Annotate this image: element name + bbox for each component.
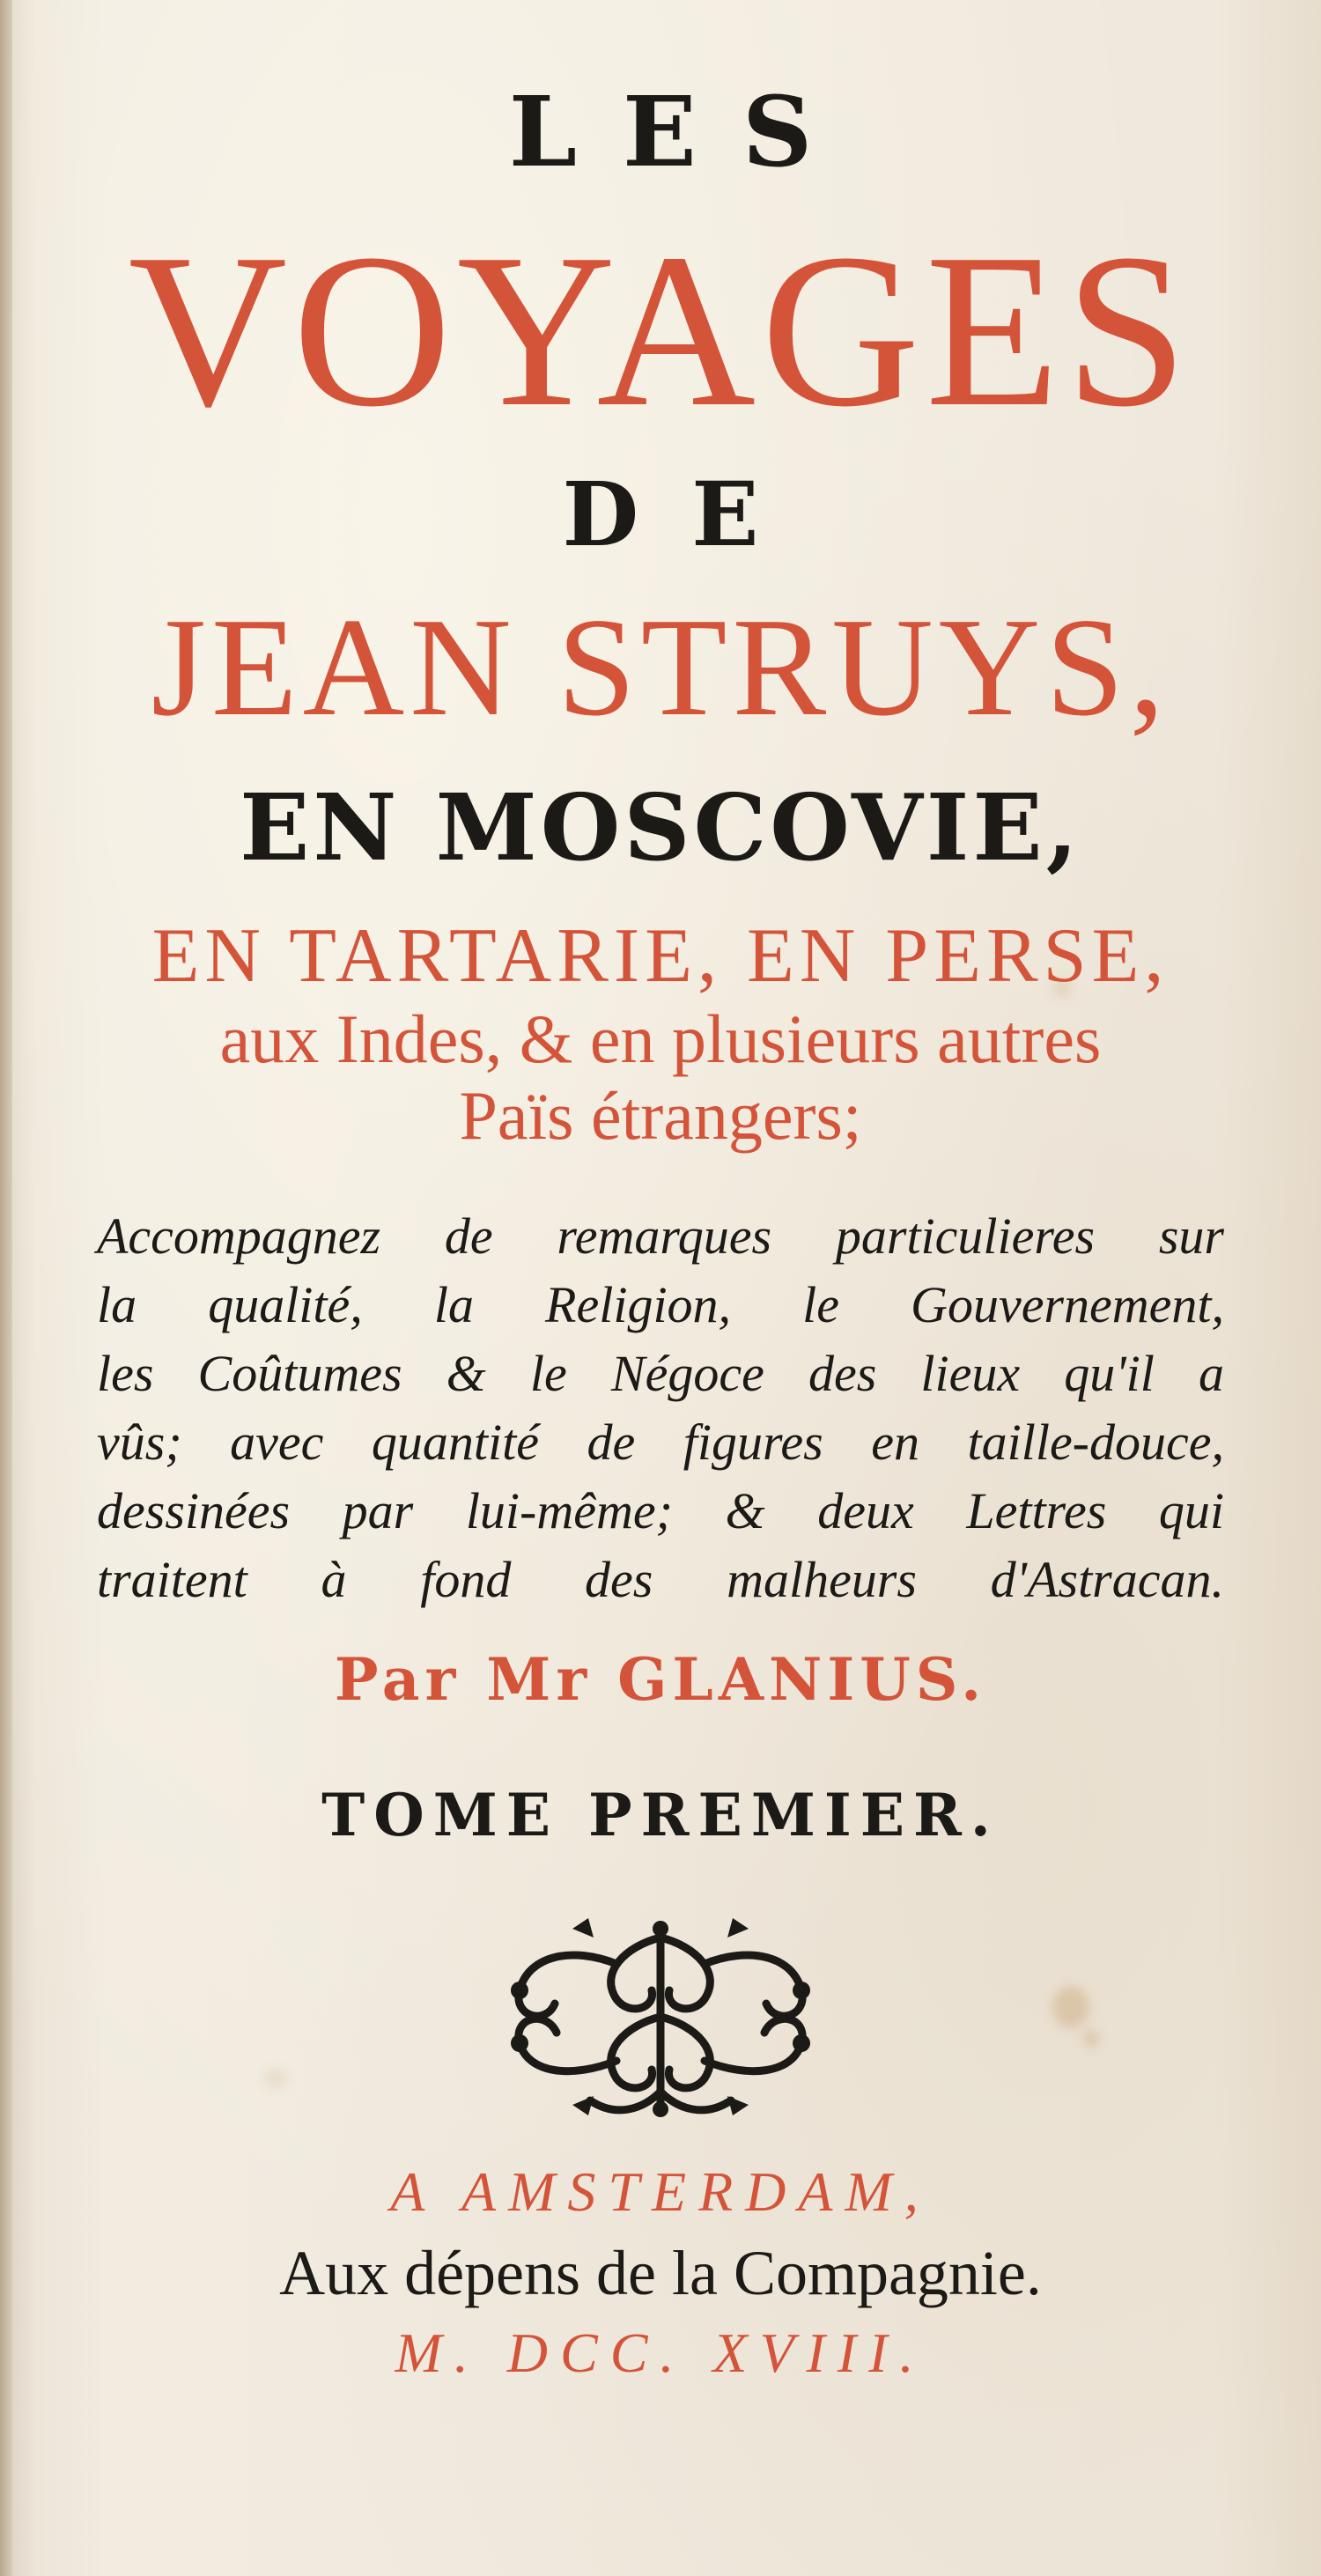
subtitle-indes: aux Indes, & en plusieurs autres [219, 1000, 1102, 1077]
foxing-stain [264, 2070, 287, 2087]
description-line: dessinées par lui-même; & deux Lettres qui [97, 1482, 1224, 1539]
subtitle-pais: Païs étrangers; [459, 1077, 862, 1154]
imprint-date: M. DCC. XVIII. [395, 2321, 926, 2384]
description-line: Accompagnez de remarques particulieres sur [97, 1207, 1224, 1265]
description-line: vûs; avec quantité de figures en taille-douce, [97, 1413, 1224, 1471]
volume-line: TOME PREMIER. [321, 1781, 1000, 1849]
author-name: JEAN STRUYS, [151, 588, 1170, 745]
printers-ornament-icon [484, 1911, 837, 2122]
subtitle-tartarie: EN TARTARIE, EN PERSE, [151, 913, 1170, 999]
description-line: traitent à fond des malheurs d'Astracan. [97, 1551, 1224, 1608]
title-line-les: LES [508, 75, 859, 188]
attribution-line: Par Mr GLANIUS. [334, 1645, 987, 1714]
description-line: les Coûtumes & le Négoce des lieux qu'il a [97, 1345, 1224, 1402]
title-line-voyages: VOYAGES [128, 209, 1193, 453]
description-line: la qualité, la Religion, le Gouvernement, [97, 1276, 1224, 1333]
imprint-publisher: Aux dépens de la Compagnie. [279, 2238, 1042, 2308]
title-line-de: DE [562, 462, 812, 566]
subtitle-moscovie: EN MOSCOVIE, [240, 773, 1081, 882]
foxing-stain [1083, 2030, 1099, 2048]
foxing-stain [1052, 1986, 1089, 2028]
imprint-city: A AMSTERDAM, [390, 2160, 931, 2223]
